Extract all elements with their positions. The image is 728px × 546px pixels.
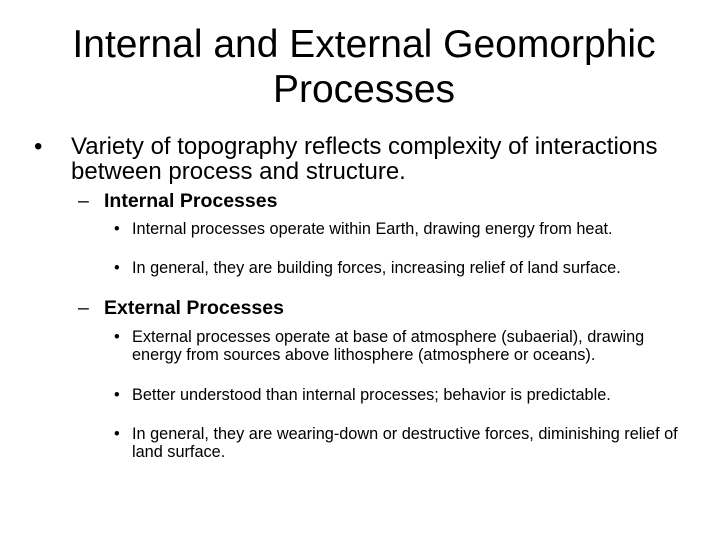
bullet-glyph: •: [114, 259, 120, 277]
bullet-glyph: •: [34, 133, 43, 160]
list-item-text: External processes operate at base of atmosphere (subaerial), drawing energy from sources above lithosphere (atmosphere or oceans).: [132, 328, 645, 364]
list-item: [114, 386, 694, 404]
section-heading-external: [78, 298, 698, 318]
main-bullet-point: [34, 134, 694, 184]
section-heading-internal: [78, 191, 698, 211]
list-item: [114, 328, 694, 364]
dash-glyph: –: [78, 297, 89, 319]
list-item: [114, 259, 694, 277]
list-item: [114, 425, 694, 461]
bullet-glyph: •: [114, 328, 120, 346]
list-item-text: Internal processes operate within Earth, drawing energy from heat.: [132, 220, 613, 238]
section-heading-text: Internal Processes: [104, 190, 278, 212]
list-item: [114, 220, 694, 238]
list-item-text: In general, they are building forces, increasing relief of land surface.: [132, 259, 621, 277]
slide-title: Internal and External Geomorphic Processes: [72, 23, 656, 111]
list-item-text: In general, they are wearing-down or destructive forces, diminishing relief of land surface.: [132, 425, 678, 461]
bullet-glyph: •: [114, 220, 120, 238]
main-point-text: Variety of topography reflects complexity of interactions between process and structure.: [71, 133, 658, 185]
list-item-text: Better understood than internal processes; behavior is predictable.: [132, 386, 611, 404]
dash-glyph: –: [78, 190, 89, 212]
bullet-glyph: •: [114, 425, 120, 443]
bullet-glyph: •: [114, 386, 120, 404]
section-heading-text: External Processes: [104, 297, 284, 319]
